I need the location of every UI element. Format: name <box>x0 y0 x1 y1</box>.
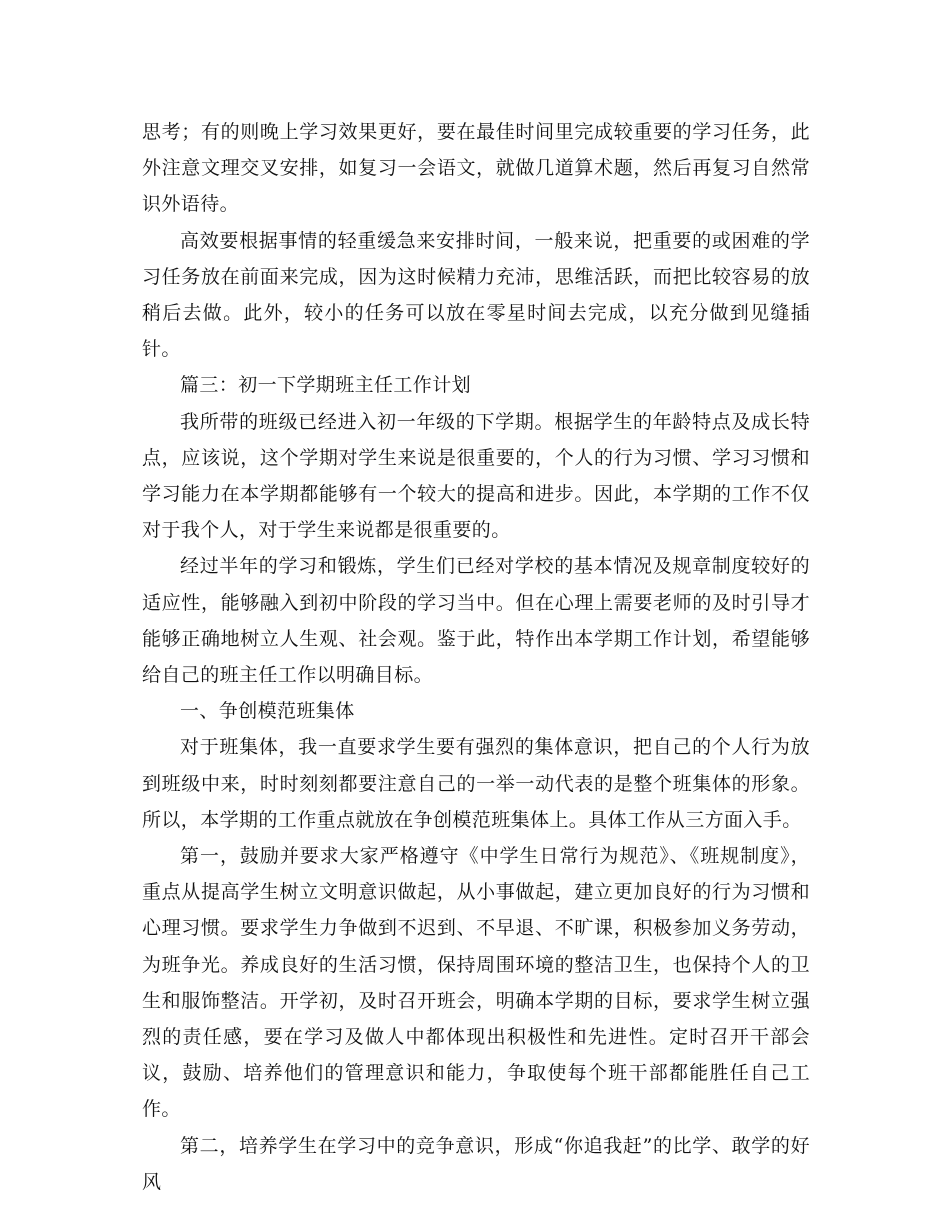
paragraph: 第一，鼓励并要求大家严格遵守《中学生日常行为规范》、《班规制度》，重点从提高学生树立文明意识做起，从小事做起，建立更加良好的行为习惯和心理习惯。要求学生力争做到不迟到、不早退、不旷课，积极参加义务劳动，为班争光。养成良好的生活习惯，保持周围环境的整洁卫生，也保持个人的卫生和服饰整洁。开学初，及时召开班会，明确本学期的目标，要求学生树立强烈的责任感，要在学习及做人中都体现出积极性和先进性。定时召开干部会议，鼓励、培养他们的管理意识和能力，争取使每个班干部都能胜任自己工作。 <box>142 845 810 1121</box>
paragraph: 思考；有的则晚上学习效果更好，要在最佳时间里完成较重要的学习任务，此外注意文理交叉安排，如复习一会语文，就做几道算术题，然后再复习自然常识外语待。 <box>142 121 810 216</box>
document-body <box>142 114 810 1200</box>
paragraph: 我所带的班级已经进入初一年级的下学期。根据学生的年龄特点及成长特点，应该说，这个学期对学生来说是很重要的，个人的行为习惯、学习习惯和学习能力在本学期都能够有一个较大的提高和进步。因此，本学期的工作不仅对于我个人，对于学生来说都是很重要的。 <box>142 410 810 542</box>
section-heading: 篇三：初一下学期班主任工作计划 <box>180 374 472 397</box>
subsection-heading: 一、争创模范班集体 <box>180 700 355 723</box>
paragraph: 第二，培养学生在学习中的竞争意识，形成“你追我赶”的比学、敢学的好风 <box>142 1134 810 1193</box>
paragraph: 高效要根据事情的轻重缓急来安排时间，一般来说，把重要的或困难的学习任务放在前面来完成，因为这时候精力充沛，思维活跃，而把比较容易的放稍后去做。此外，较小的任务可以放在零星时间去完成，以充分做到见缝插针。 <box>142 229 810 361</box>
paragraph: 对于班集体，我一直要求学生要有强烈的集体意识，把自己的个人行为放到班级中来，时时刻刻都要注意自己的一举一动代表的是整个班集体的形象。所以，本学期的工作重点就放在争创模范班集体上。具体工作从三方面入手。 <box>142 736 810 831</box>
paragraph: 经过半年的学习和锻炼，学生们已经对学校的基本情况及规章制度较好的适应性，能够融入到初中阶段的学习当中。但在心理上需要老师的及时引导才能够正确地树立人生观、社会观。鉴于此，特作出本学期工作计划，希望能够给自己的班主任工作以明确目标。 <box>142 555 810 687</box>
